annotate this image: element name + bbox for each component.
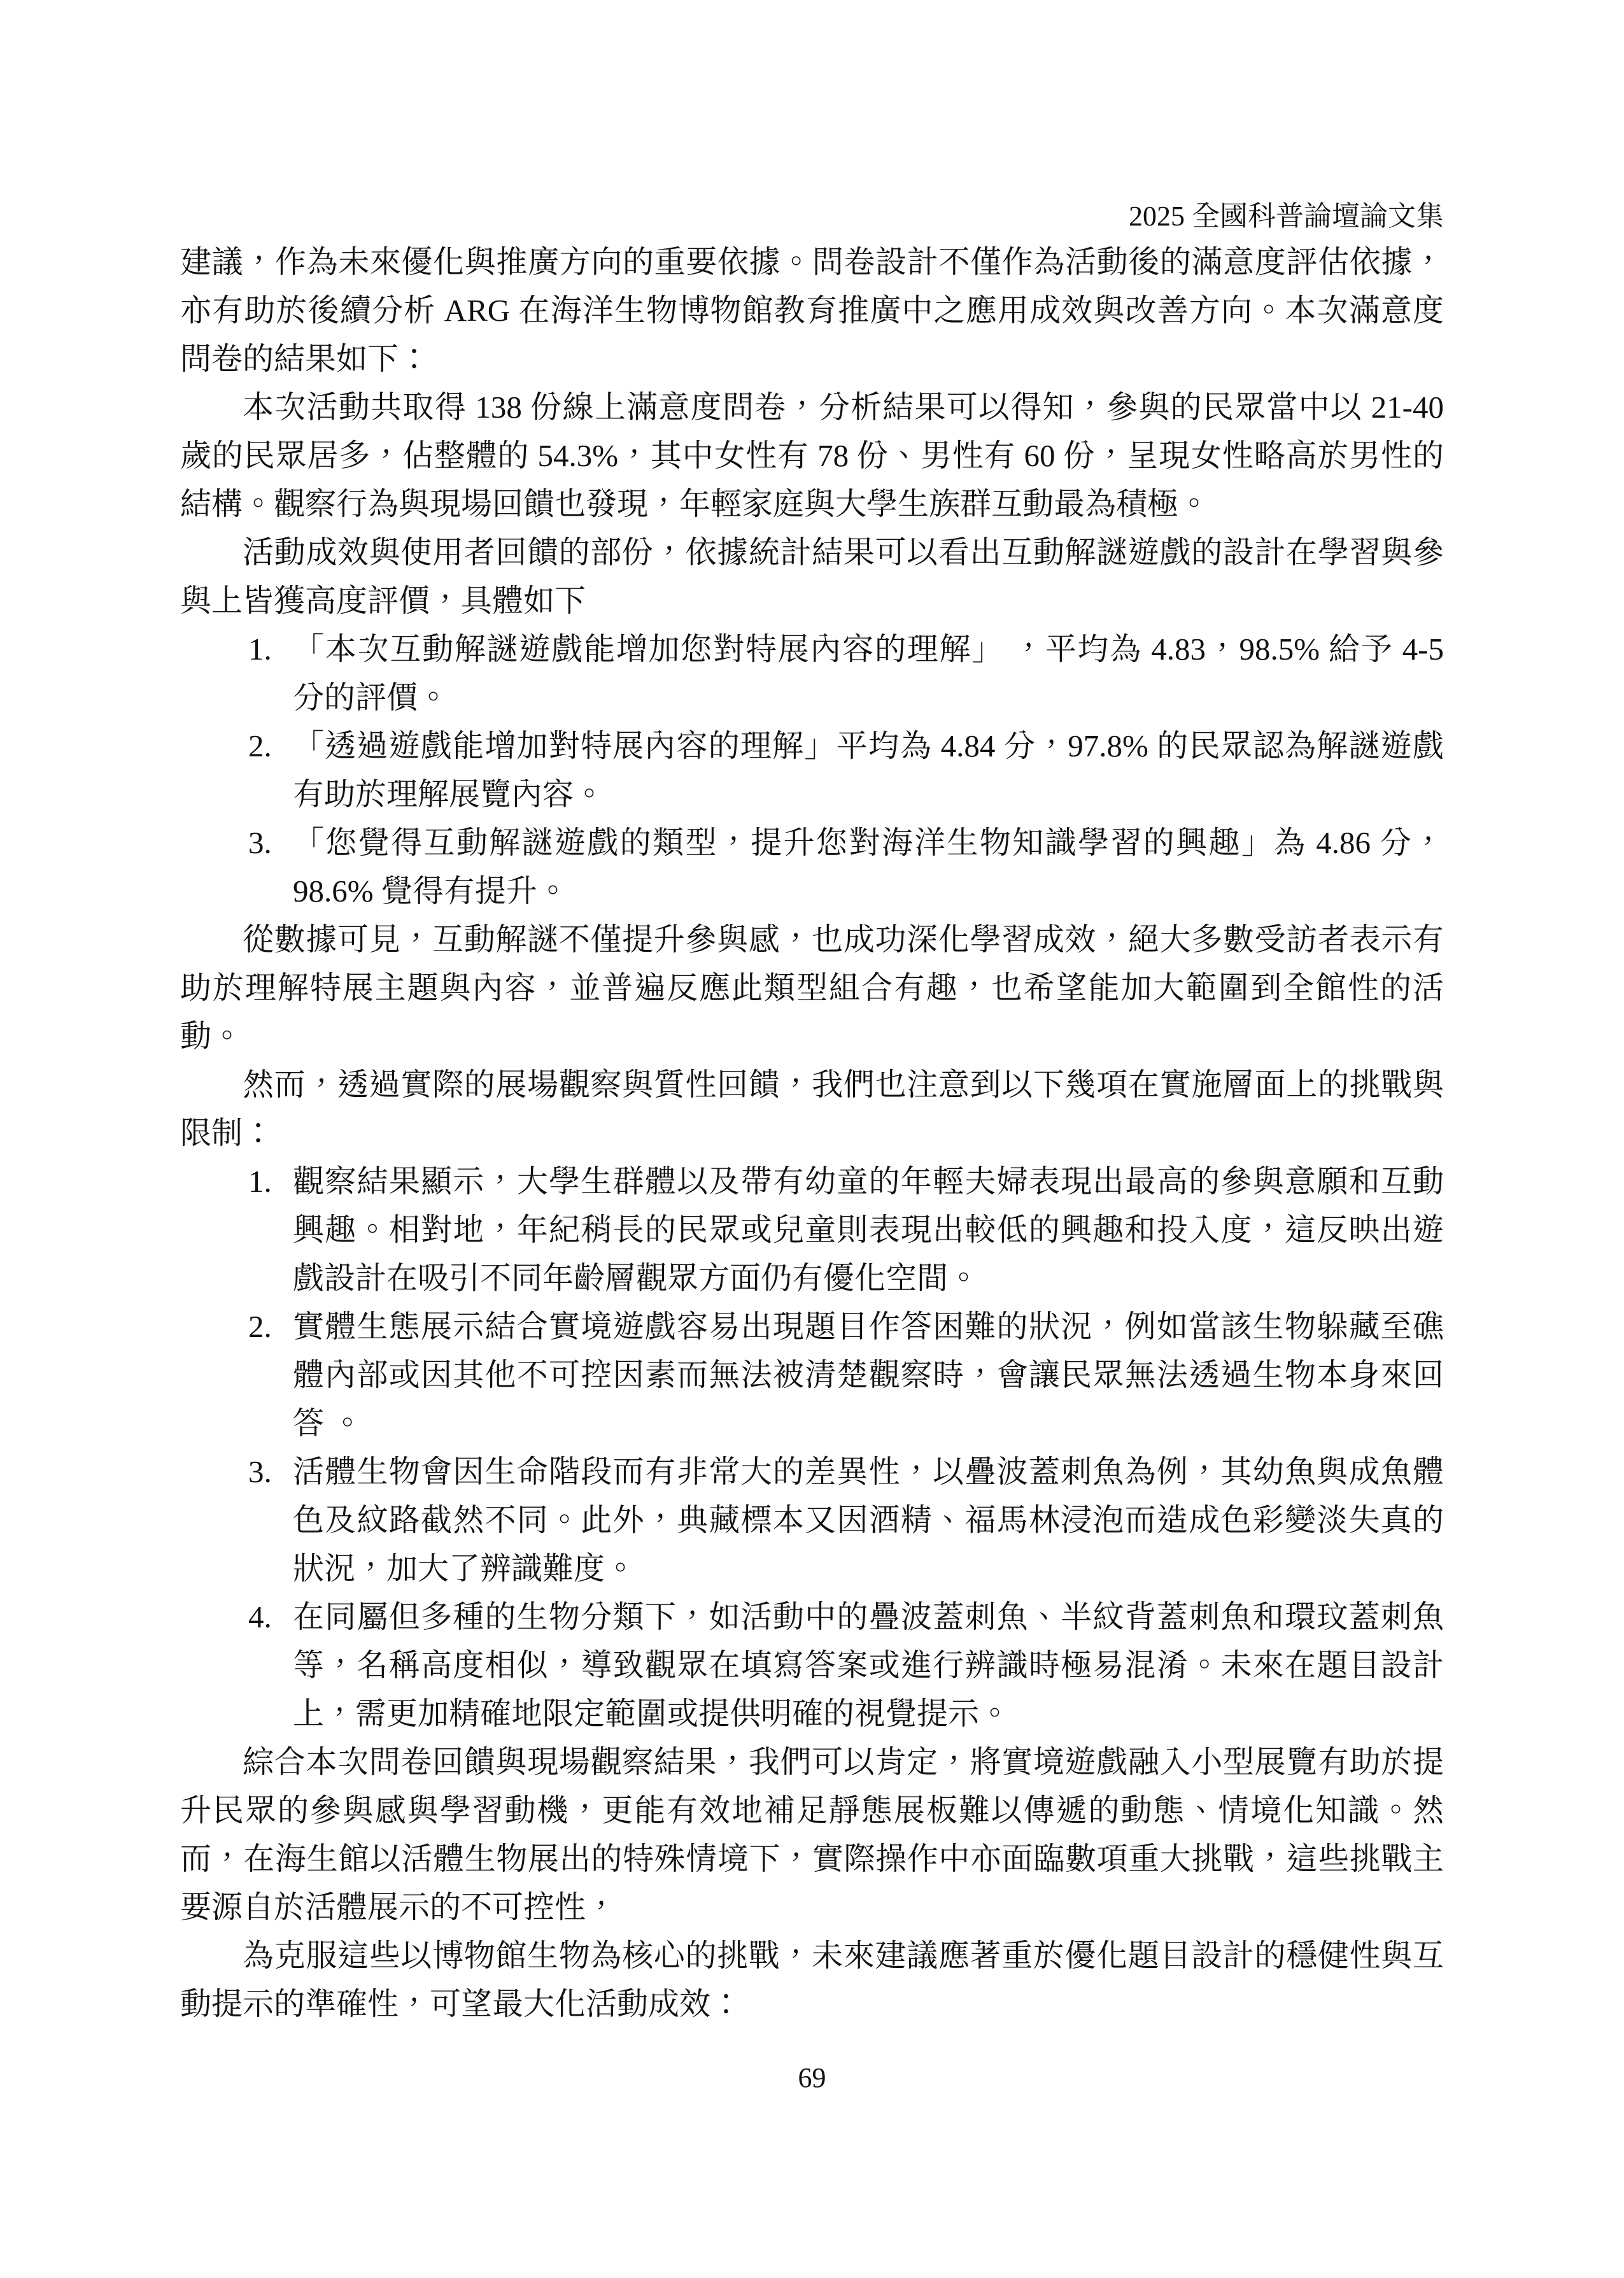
list-item-number: 1. [248, 1164, 272, 1199]
paragraph-data-insight: 從數據可見，互動解謎不僅提升參與感，也成功深化學習成效，絕大多數受訪者表示有助於理解特展主題與內容，並普遍反應此類型組合有趣，也希望能加大範圍到全館性的活動。 [180, 922, 1444, 1054]
document-body [180, 238, 1444, 2028]
survey-results-list [180, 625, 1444, 916]
paragraph-continuation: 建議，作為未來優化與推廣方向的重要依據。問卷設計不僅作為活動後的滿意度評估依據，亦有助於後續分析 ARG 在海洋生物博物館教育推廣中之應用成效與改善方向。本次滿意度問卷的結果如下： [180, 244, 1444, 376]
page-header [180, 199, 1444, 234]
list-item [180, 1448, 1444, 1593]
page-footer [0, 2062, 1624, 2094]
list-item-number: 3. [248, 825, 272, 860]
paragraph-survey-overview: 本次活動共取得 138 份線上滿意度問卷，分析結果可以得知，參與的民眾當中以 21-40 歲的民眾居多，佔整體的 54.3%，其中女性有 78 份、男性有 60 份，呈現女性略高於男性的結構。觀察行為與現場回饋也發現，年輕家庭與大學生族群互動最為積極。 [180, 390, 1444, 521]
paragraph-future-suggestion: 為克服這些以博物館生物為核心的挑戰，未來建議應著重於優化題目設計的穩健性與互動提示的準確性，可望最大化活動成效： [180, 1938, 1444, 2021]
list-item-number: 2. [248, 728, 272, 763]
list-item-text: 實體生態展示結合實境遊戲容易出現題目作答困難的狀況，例如當該生物躲藏至礁體內部或因其他不可控因素而無法被清楚觀察時，會讓民眾無法透過生物本身來回答 。 [293, 1309, 1444, 1441]
list-item [180, 1303, 1444, 1448]
header-text: 2025 全國科普論壇論文集 [1129, 201, 1444, 232]
list-item [180, 819, 1444, 916]
list-item-text: 「透過遊戲能增加對特展內容的理解」平均為 4.84 分，97.8% 的民眾認為解謎遊戲有助於理解展覽內容。 [293, 728, 1444, 812]
challenges-list [180, 1157, 1444, 1738]
list-item-text: 「您覺得互動解謎遊戲的類型，提升您對海洋生物知識學習的興趣」為 4.86 分，98.6% 覺得有提升。 [293, 825, 1444, 909]
list-item-number: 2. [248, 1309, 272, 1344]
list-item-number: 3. [248, 1454, 272, 1489]
list-item-text: 在同屬但多種的生物分類下，如活動中的疊波蓋刺魚、半紋背蓋刺魚和環玟蓋刺魚等，名稱高度相似，導致觀眾在填寫答案或進行辨識時極易混淆。未來在題目設計上，需更加精確地限定範圍或提供明確的視覺提示。 [293, 1599, 1444, 1731]
page-number: 69 [798, 2062, 826, 2093]
list-item [180, 1157, 1444, 1303]
list-item [180, 722, 1444, 819]
list-item-number: 4. [248, 1599, 272, 1634]
list-item [180, 625, 1444, 722]
list-item-text: 「本次互動解謎遊戲能增加您對特展內容的理解」 ，平均為 4.83，98.5% 給予 4-5 分的評價。 [293, 632, 1444, 715]
paragraph-challenges-intro: 然而，透過實際的展場觀察與質性回饋，我們也注意到以下幾項在實施層面上的挑戰與限制： [180, 1067, 1444, 1150]
paragraph-conclusion: 綜合本次問卷回饋與現場觀察結果，我們可以肯定，將實境遊戲融入小型展覽有助於提升民眾的參與感與學習動機，更能有效地補足靜態展板難以傳遞的動態、情境化知識。然而，在海生館以活體生物展出的特殊情境下，實際操作中亦面臨數項重大挑戰，這些挑戰主要源自於活體展示的不可控性， [180, 1744, 1444, 1925]
list-item-text: 活體生物會因生命階段而有非常大的差異性，以疊波蓋刺魚為例，其幼魚與成魚體色及紋路截然不同。此外，典藏標本又因酒精、福馬林浸泡而造成色彩變淡失真的狀況，加大了辨識難度。 [293, 1454, 1444, 1586]
paragraph-feedback-intro: 活動成效與使用者回饋的部份，依據統計結果可以看出互動解謎遊戲的設計在學習與參與上皆獲高度評價，具體如下 [180, 535, 1444, 618]
list-item-text: 觀察結果顯示，大學生群體以及帶有幼童的年輕夫婦表現出最高的參與意願和互動興趣。相對地，年紀稍長的民眾或兒童則表現出較低的興趣和投入度，這反映出遊戲設計在吸引不同年齡層觀眾方面仍有優化空間。 [293, 1164, 1444, 1296]
list-item-number: 1. [248, 632, 272, 667]
list-item [180, 1593, 1444, 1738]
